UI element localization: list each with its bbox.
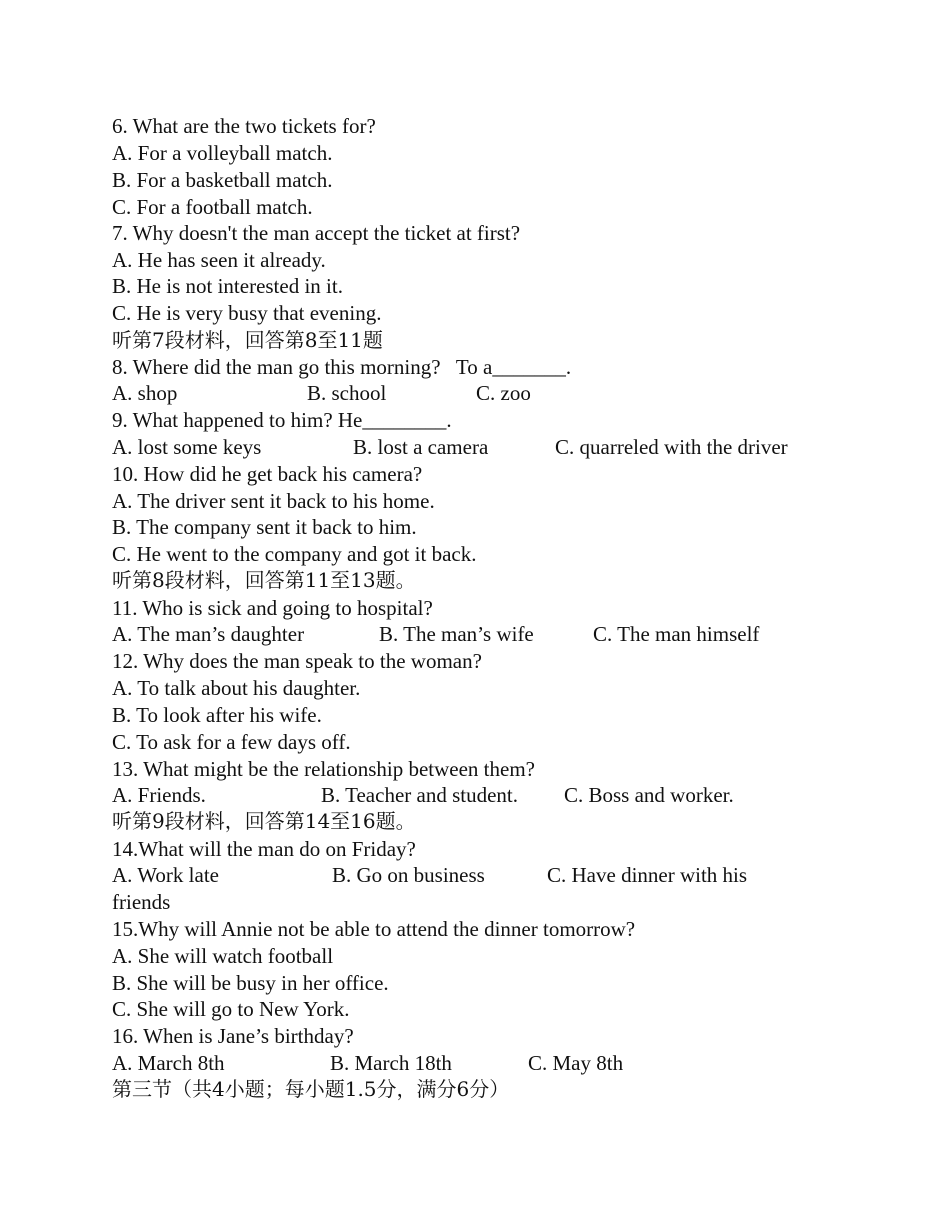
option-11c: C. The man himself (593, 622, 760, 646)
option-15c: C. She will go to New York. (112, 997, 350, 1021)
option-7b: B. He is not interested in it. (112, 274, 343, 298)
question-13: 13. What might be the relationship between them? (112, 757, 535, 781)
option-9a: A. lost some keys (112, 435, 262, 459)
options-14-row (112, 862, 748, 888)
options-13-row (112, 782, 734, 808)
option-6c: C. For a football match. (112, 195, 313, 219)
option-13b: B. Teacher and student. (321, 783, 518, 807)
question-7: 7. Why doesn't the man accept the ticket at first? (112, 221, 521, 245)
option-8a: A. shop (112, 381, 178, 405)
option-12a: A. To talk about his daughter. (112, 676, 361, 700)
options-11-row (112, 621, 760, 647)
options-9-row (112, 434, 788, 460)
question-15: 15.Why will Annie not be able to attend the dinner tomorrow? (112, 917, 636, 941)
option-14b: B. Go on business (332, 863, 485, 887)
option-7c: C. He is very busy that evening. (112, 301, 382, 325)
section-9-heading: 听第9段材料，回答第14至16题。 (112, 809, 416, 833)
section-3-heading: 第三节（共4小题；每小题1.5分，满分6分） (112, 1077, 510, 1101)
option-13c: C. Boss and worker. (564, 783, 734, 807)
question-10: 10. How did he get back his camera? (112, 462, 423, 486)
option-9c: C. quarreled with the driver (555, 435, 788, 459)
option-12c: C. To ask for a few days off. (112, 730, 351, 754)
option-14c-continuation: friends (112, 890, 171, 914)
option-14a: A. Work late (112, 863, 219, 887)
question-6: 6. What are the two tickets for? (112, 114, 376, 138)
option-10a: A. The driver sent it back to his home. (112, 489, 435, 513)
options-16-row (112, 1050, 624, 1076)
question-8: 8. Where did the man go this morning? To a_______. (112, 355, 572, 379)
option-6a: A. For a volleyball match. (112, 141, 333, 165)
question-9: 9. What happened to him? He________. (112, 408, 452, 432)
option-6b: B. For a basketball match. (112, 168, 333, 192)
option-10c: C. He went to the company and got it back. (112, 542, 477, 566)
option-11b: B. The man’s wife (379, 622, 534, 646)
question-11: 11. Who is sick and going to hospital? (112, 596, 433, 620)
option-10b: B. The company sent it back to him. (112, 515, 417, 539)
option-16c: C. May 8th (528, 1051, 624, 1075)
option-12b: B. To look after his wife. (112, 703, 322, 727)
question-12: 12. Why does the man speak to the woman? (112, 649, 482, 673)
option-8c: C. zoo (476, 381, 531, 405)
option-11a: A. The man’s daughter (112, 622, 305, 646)
option-13a: A. Friends. (112, 783, 206, 807)
option-7a: A. He has seen it already. (112, 248, 326, 272)
question-14: 14.What will the man do on Friday? (112, 837, 416, 861)
option-15a: A. She will watch football (112, 944, 334, 968)
option-16a: A. March 8th (112, 1051, 225, 1075)
section-8-heading: 听第8段材料，回答第11至13题。 (112, 568, 416, 592)
option-14c: C. Have dinner with his (547, 863, 748, 887)
option-8b: B. school (307, 381, 387, 405)
options-8-row (112, 380, 531, 406)
question-16: 16. When is Jane’s birthday? (112, 1024, 354, 1048)
option-16b: B. March 18th (330, 1051, 452, 1075)
option-9b: B. lost a camera (353, 435, 489, 459)
section-7-heading: 听第7段材料，回答第8至11题 (112, 328, 383, 352)
option-15b: B. She will be busy in her office. (112, 971, 389, 995)
